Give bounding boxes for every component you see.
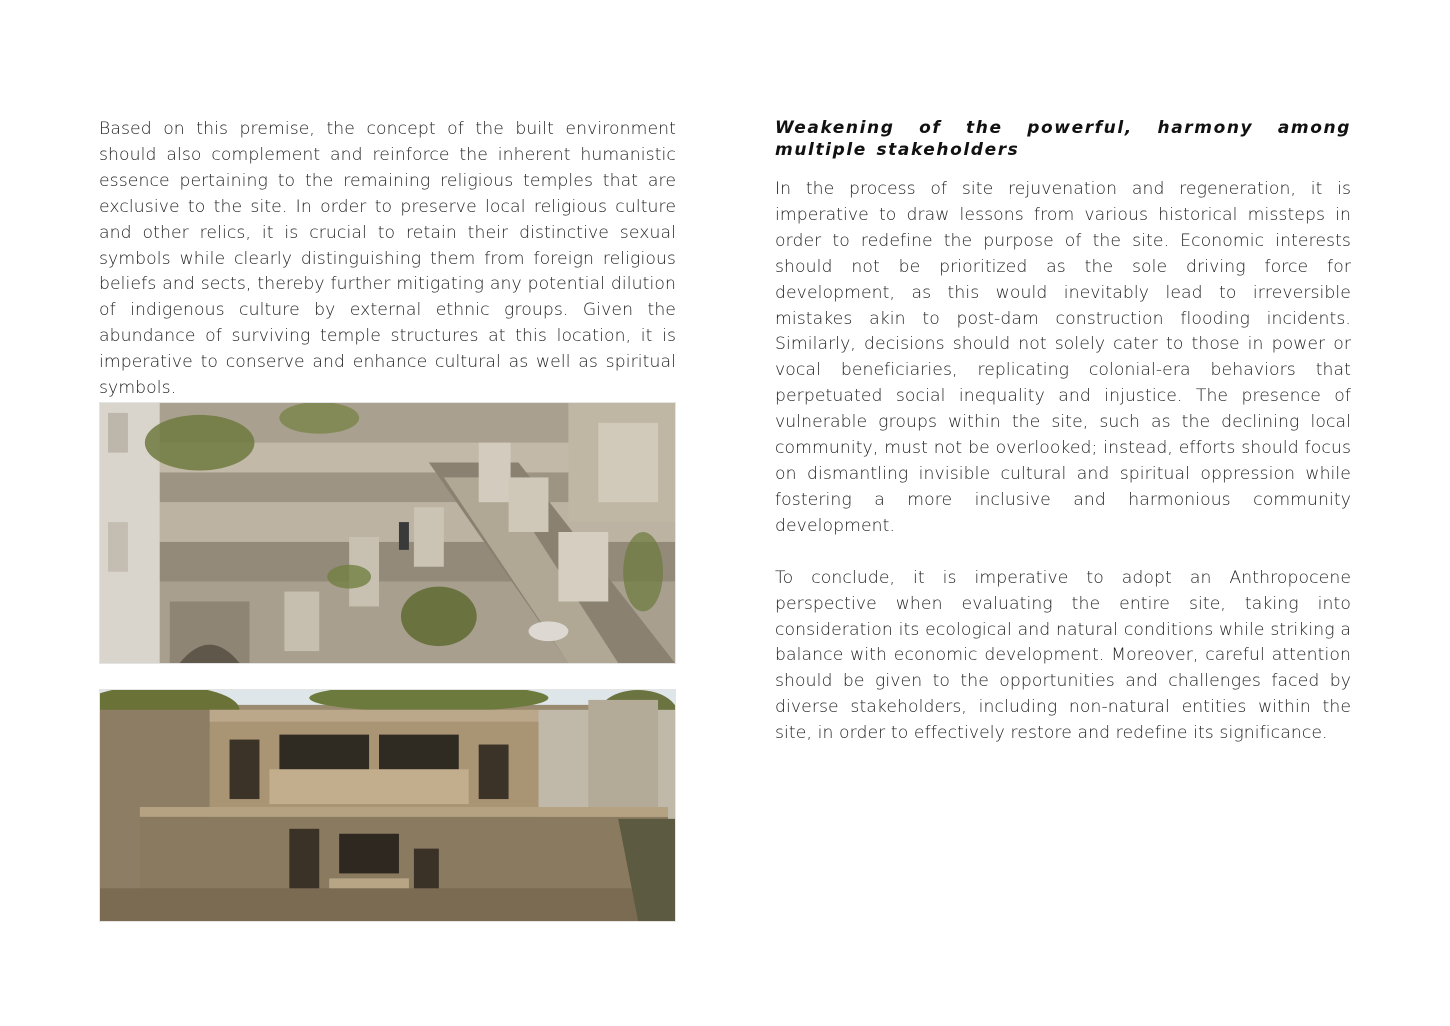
stepwell-facade-illustration xyxy=(100,690,675,921)
stepwell-steps-photo xyxy=(99,402,676,664)
stepwell-steps-illustration xyxy=(100,403,675,663)
stepwell-facade-photo xyxy=(99,689,676,922)
section-heading: Weakening of the powerful, harmony among multiple stakeholders xyxy=(775,118,1351,160)
right-column xyxy=(775,117,1351,747)
intro-paragraph: Based on this premise, the concept of the built environment should also complement and reinforce the inherent humanistic essence pertaining to the remaining religious temples that are exclusive to the site. In order to preserve local religious culture and other relics, it is crucial to retain their distinctive sexual symbols while clearly distinguishing them from foreign religious beliefs and sects, thereby further mitigating any potential dilution of indigenous culture by external ethnic groups. Given the abundance of surviving temple structures at this location, it is imperative to conserve and enhance cultural as well as spiritual symbols. xyxy=(99,119,676,399)
body-paragraph-1: In the process of site rejuvenation and regeneration, it is imperative to draw lessons from various historical missteps in order to redefine the purpose of the site. Economic interests should not be prioritized as the sole driving force for development, as this would inevitably lead to irreversible mistakes akin to post-dam construction flooding incidents. Similarly, decisions should not solely cater to those in power or vocal beneficiaries, replicating colonial-era behaviors that perpetuated social inequality and injustice. The presence of vulnerable groups within the site, such as the declining local community, must not be overlooked; instead, efforts should focus on dismantling invisible cultural and spiritual oppression while fostering a more inclusive and harmonious community development. xyxy=(775,179,1351,536)
left-column xyxy=(99,117,676,402)
body-paragraph-2: To conclude, it is imperative to adopt an Anthropocene perspective when evaluating the entire site, taking into consideration its ecological and natural conditions while striking a balance with economic development. Moreover, careful attention should be given to the opportunities and challenges faced by diverse stakeholders, including non-natural entities within the site, in order to effectively restore and redefine its significance. xyxy=(775,567,1351,744)
